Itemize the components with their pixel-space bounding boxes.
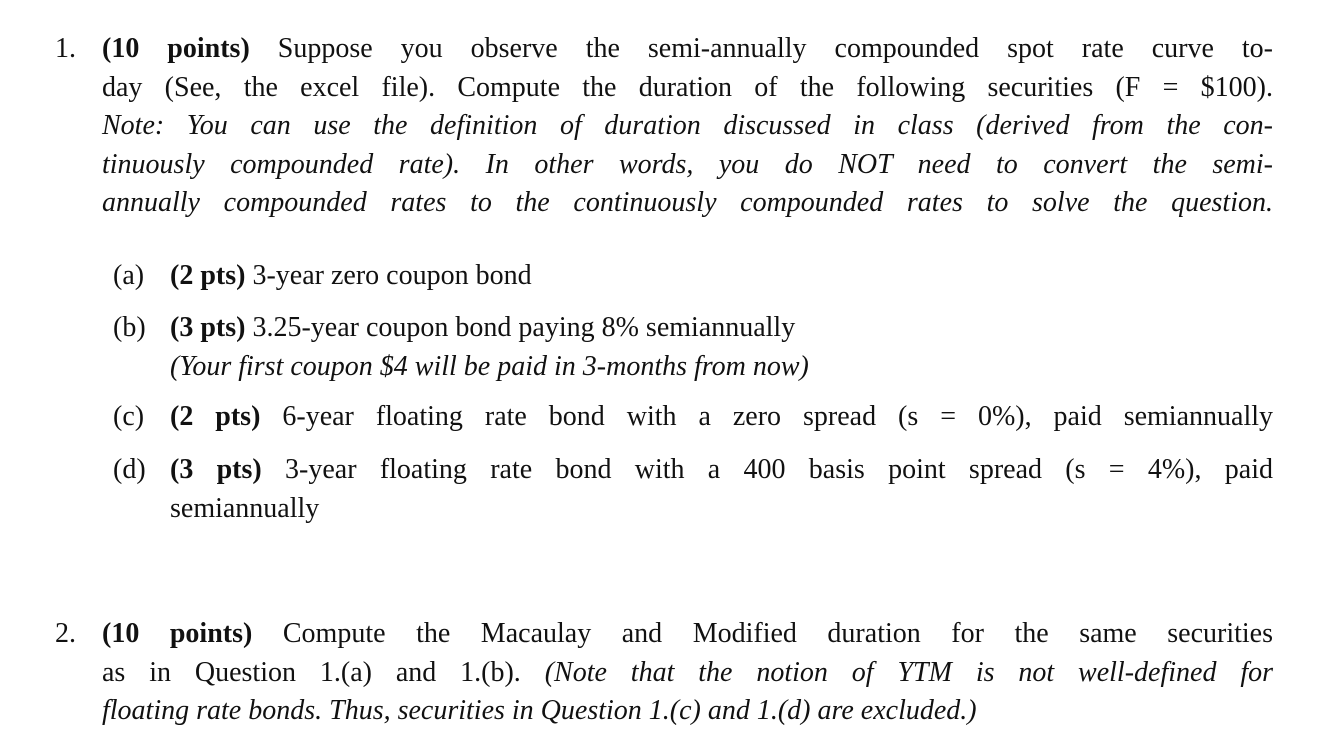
part-a-body <box>170 257 1273 296</box>
part-d-line-1 <box>170 451 1273 490</box>
part-d-label: (d) <box>113 454 146 485</box>
question-1 <box>55 30 1273 223</box>
question-2-text-2: as in Question 1.(a) and 1.(b). <box>102 656 521 688</box>
part-c-points: (2 pts) <box>170 401 261 432</box>
question-1-line-1 <box>102 30 1273 69</box>
question-1-points: (10 points) <box>102 33 250 64</box>
part-d-points: (3 pts) <box>170 454 262 485</box>
part-d-body <box>170 451 1273 528</box>
part-c-text: 6-year floating rate bond with a zero spread (s = 0%), paid semiannually <box>282 401 1274 432</box>
part-b-points: (3 pts) <box>170 312 246 343</box>
question-1-body <box>102 30 1273 223</box>
question-1-number: 1. <box>55 33 76 64</box>
question-2 <box>55 615 1273 731</box>
question-2-body <box>102 615 1273 731</box>
part-b-text: 3.25-year coupon bond paying 8% semiannually <box>252 312 796 343</box>
question-1-line-2: day (See, the excel file). Compute the duration of the following securities (F = $100). <box>102 71 1273 103</box>
question-2-note-2: floating rate bonds. Thus, securities in Question 1.(c) and 1.(d) are excluded.) <box>102 695 977 727</box>
question-1-note-line-2: tinuously compounded rate). In other words, you do NOT need to convert the semi- <box>102 148 1273 180</box>
part-b-body <box>170 309 1273 386</box>
question-2-line-1 <box>102 615 1273 654</box>
question-2-text-1: Compute the Macaulay and Modified duration for the same securities <box>282 618 1274 649</box>
question-1-part-b <box>113 309 1273 386</box>
question-1-note-line-1: Note: You can use the definition of duration discussed in class (derived from the con- <box>102 110 1273 142</box>
part-d-line-2: semiannually <box>170 492 320 524</box>
part-b-label: (b) <box>113 312 146 343</box>
question-1-part-a <box>113 257 1273 296</box>
question-1-part-c <box>113 398 1273 437</box>
part-a-points: (2 pts) <box>170 260 246 291</box>
part-c-line-1 <box>170 398 1273 437</box>
question-2-number: 2. <box>55 618 76 649</box>
question-2-line-2 <box>102 654 1273 693</box>
part-a-label: (a) <box>113 260 145 291</box>
part-c-label: (c) <box>113 401 145 432</box>
part-b-line-1 <box>170 309 1273 348</box>
question-1-text-1: Suppose you observe the semi-annually compounded spot rate curve to- <box>277 33 1274 64</box>
question-1-part-d <box>113 451 1273 528</box>
part-d-text-1: 3-year floating rate bond with a 400 basis point spread (s = 4%), paid <box>285 454 1274 485</box>
question-2-points: (10 points) <box>102 618 253 649</box>
part-a-text: 3-year zero coupon bond <box>252 260 532 291</box>
part-c-body <box>170 398 1273 437</box>
question-2-note-1: (Note that the notion of YTM is not well-defined for <box>544 656 1274 688</box>
part-b-note: (Your first coupon $4 will be paid in 3-months from now) <box>170 350 809 382</box>
question-1-note-line-3: annually compounded rates to the continuously compounded rates to solve the question. <box>102 187 1273 219</box>
